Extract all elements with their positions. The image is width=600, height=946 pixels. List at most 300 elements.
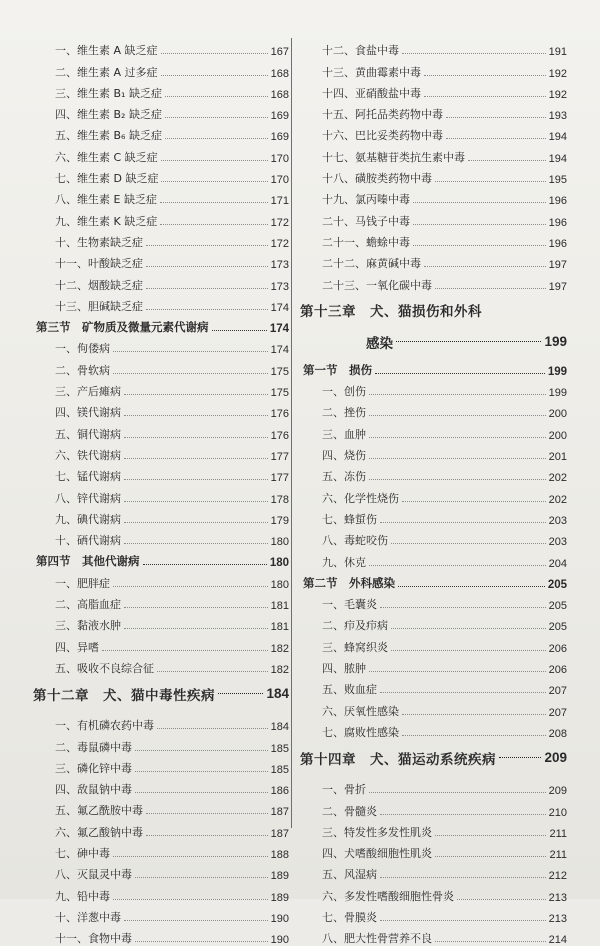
toc-entry-title: 七、维生素 D 缺乏症: [55, 172, 159, 186]
dot-leader: [157, 728, 268, 729]
toc-entry: [33, 378, 289, 399]
dot-leader: [380, 920, 546, 921]
toc-entry: [300, 548, 567, 569]
toc-entry-title: 六、氟乙酸钠中毒: [55, 825, 143, 839]
dot-leader: [369, 415, 546, 416]
toc-entry-title: 第十四章 犬、猫运动系统疾病: [300, 751, 496, 768]
toc-entry-title: 四、维生素 B₂ 缺乏症: [55, 108, 162, 122]
toc-page-number: 168: [270, 67, 289, 80]
toc-entry: [33, 463, 289, 484]
dot-leader: [135, 750, 268, 751]
toc-entry-title: 八、维生素 E 缺乏症: [55, 193, 157, 207]
toc-page-number: 185: [270, 742, 289, 755]
dot-leader: [135, 877, 268, 878]
toc-entry: [300, 797, 567, 818]
dot-leader: [135, 941, 268, 942]
toc-entry-title: 六、铁代谢病: [55, 448, 121, 462]
dot-leader: [102, 650, 268, 651]
dot-leader: [124, 415, 268, 416]
toc-entry-title: 二、维生素 A 过多症: [55, 65, 158, 79]
toc-entry: [300, 719, 567, 740]
toc-page-number: 184: [270, 721, 289, 734]
toc-entry: [300, 101, 567, 122]
toc-page-number: 176: [270, 429, 289, 442]
toc-entry-title: 一、佝偻病: [55, 342, 110, 356]
dot-leader: [413, 202, 546, 203]
dot-leader: [165, 138, 268, 139]
dot-leader: [113, 373, 268, 374]
toc-entry: [33, 655, 289, 676]
toc-page-number: 205: [547, 578, 567, 591]
toc-entry: [300, 904, 567, 925]
toc-page-number: 167: [270, 46, 289, 59]
toc-column-left: [33, 37, 289, 946]
toc-page-number: 172: [270, 237, 289, 250]
toc-entry-title: 一、骨折: [322, 783, 366, 797]
dot-leader: [380, 692, 546, 693]
dot-leader: [391, 628, 546, 629]
toc-page-number: 174: [270, 344, 289, 357]
toc-entry: [33, 271, 289, 292]
dot-leader: [435, 835, 546, 836]
toc-entry: [33, 818, 289, 839]
dot-leader: [124, 437, 268, 438]
dot-leader: [143, 564, 267, 565]
toc-entry-title: 六、化学性烧伤: [322, 491, 399, 505]
toc-entry: [33, 293, 289, 314]
toc-entry: [300, 776, 567, 797]
toc-page-number: 182: [270, 663, 289, 676]
toc-page-number: 173: [270, 259, 289, 272]
toc-entry: [33, 186, 289, 207]
toc-entry-title: 五、冻伤: [322, 470, 366, 484]
toc-page-number: 175: [270, 387, 289, 400]
dot-leader: [380, 814, 546, 815]
dot-leader: [146, 245, 268, 246]
toc-entry-title: 二、高脂血症: [55, 598, 121, 612]
toc-entry-title: 四、敌鼠钠中毒: [55, 783, 132, 797]
toc-entry: [300, 463, 567, 484]
toc-page-number: 210: [548, 806, 567, 819]
toc-entry: [33, 633, 289, 654]
toc-section-heading: [300, 570, 567, 591]
toc-entry: [300, 378, 567, 399]
toc-entry: [33, 904, 289, 925]
toc-entry: [33, 612, 289, 633]
dot-leader: [446, 138, 546, 139]
toc-page-number: 206: [548, 664, 567, 677]
toc-entry: [33, 776, 289, 797]
toc-entry-title: 九、维生素 K 缺乏症: [55, 214, 158, 228]
toc-page-number: 203: [548, 536, 567, 549]
toc-entry-title: 五、铜代谢病: [55, 427, 121, 441]
toc-entry: [300, 80, 567, 101]
dot-leader: [113, 856, 268, 857]
toc-entry-title: 十五、阿托品类药物中毒: [322, 108, 443, 122]
toc-entry-title: 七、锰代谢病: [55, 470, 121, 484]
toc-entry: [33, 442, 289, 463]
toc-page-number: 168: [270, 88, 289, 101]
toc-entry-title: 八、肥大性骨营养不良: [322, 932, 432, 946]
dot-leader: [146, 288, 268, 289]
toc-page-number: 178: [270, 493, 289, 506]
toc-entry: [300, 861, 567, 882]
toc-entry: [33, 527, 289, 548]
toc-chapter-heading: [33, 676, 289, 712]
toc-column-right: [300, 37, 567, 946]
dot-leader: [135, 771, 268, 772]
dot-leader: [424, 266, 546, 267]
dot-leader: [375, 373, 545, 374]
toc-page-number: 195: [548, 174, 567, 187]
toc-page-number: 213: [548, 891, 567, 904]
toc-entry: [300, 840, 567, 861]
toc-entry-title: 三、血肿: [322, 427, 366, 441]
toc-entry-title: 二、挫伤: [322, 406, 366, 420]
toc-entry: [300, 58, 567, 79]
dot-leader: [165, 117, 268, 118]
toc-entry-title: 四、犬嗜酸细胞性肌炎: [322, 847, 432, 861]
toc-entry-title: 第二节 外科感染: [303, 575, 395, 590]
toc-entry: [300, 165, 567, 186]
toc-entry: [300, 882, 567, 903]
toc-entry: [33, 122, 289, 143]
toc-entry: [300, 591, 567, 612]
dot-leader: [165, 96, 268, 97]
toc-entry-title: 九、碘代谢病: [55, 512, 121, 526]
dot-leader: [424, 96, 546, 97]
toc-page-number: 180: [269, 557, 289, 570]
dot-leader: [435, 288, 546, 289]
toc-entry-title: 十一、食物中毒: [55, 932, 132, 946]
toc-entry-title: 五、吸收不良综合征: [55, 661, 154, 675]
dot-leader: [161, 160, 268, 161]
dot-leader: [146, 309, 268, 310]
toc-entry: [33, 37, 289, 58]
toc-page-number: 206: [548, 642, 567, 655]
toc-chapter-heading: [300, 293, 567, 327]
dot-leader: [398, 586, 545, 587]
toc-entry: [33, 925, 289, 946]
toc-entry: [300, 143, 567, 164]
dot-leader: [146, 266, 268, 267]
dot-leader: [369, 565, 546, 566]
dot-leader: [391, 543, 546, 544]
toc-entry: [33, 420, 289, 441]
toc-page-number: 186: [270, 785, 289, 798]
toc-entry: [33, 335, 289, 356]
toc-page-number: 208: [548, 727, 567, 740]
toc-page-number: 181: [270, 621, 289, 634]
toc-section-heading: [33, 548, 289, 569]
dot-leader: [391, 650, 546, 651]
toc-entry: [33, 250, 289, 271]
toc-entry: [300, 442, 567, 463]
toc-page-number: 200: [548, 408, 567, 421]
toc-entry: [33, 861, 289, 882]
toc-entry-title: 五、败血症: [322, 683, 377, 697]
toc-page-number: 176: [270, 408, 289, 421]
toc-entry-title: 三、黏液水肿: [55, 619, 121, 633]
dot-leader: [124, 543, 268, 544]
toc-entry-title: 四、脓肿: [322, 662, 366, 676]
toc-entry-title: 七、骨膜炎: [322, 910, 377, 924]
toc-entry: [300, 186, 567, 207]
toc-entry: [33, 569, 289, 590]
toc-entry-title: 三、蜂窝织炎: [322, 640, 388, 654]
toc-page-number: 193: [548, 110, 567, 123]
toc-entry-title: 七、砷中毒: [55, 846, 110, 860]
toc-entry: [33, 101, 289, 122]
toc-entry-title: 四、烧伤: [322, 449, 366, 463]
toc-entry: [33, 165, 289, 186]
toc-entry: [33, 143, 289, 164]
dot-leader: [124, 394, 268, 395]
toc-page-number: 170: [270, 152, 289, 165]
dot-leader: [369, 792, 546, 793]
toc-page-number: 199: [544, 334, 567, 350]
toc-entry-title: 八、毒蛇咬伤: [322, 534, 388, 548]
toc-entry: [300, 633, 567, 654]
toc-entry-title: 八、灭鼠灵中毒: [55, 868, 132, 882]
toc-page-number: 187: [270, 827, 289, 840]
toc-entry-title: 三、磷化锌中毒: [55, 761, 132, 775]
dot-leader: [499, 757, 541, 758]
toc-entry: [300, 612, 567, 633]
toc-page-number: 211: [549, 849, 567, 862]
toc-page-number: 177: [270, 450, 289, 463]
toc-page-number: 190: [270, 934, 289, 946]
toc-entry: [33, 797, 289, 818]
toc-entry: [300, 229, 567, 250]
dot-leader: [435, 941, 546, 942]
dot-leader: [146, 835, 268, 836]
dot-leader: [380, 877, 546, 878]
toc-page-number: 199: [548, 387, 567, 400]
toc-page-number: 209: [544, 750, 567, 766]
toc-page-number: 199: [547, 365, 567, 378]
toc-entry-title: 五、氟乙酰胺中毒: [55, 804, 143, 818]
toc-entry-title: 二十三、一氧化碳中毒: [322, 278, 432, 292]
toc-entry-title: 十一、叶酸缺乏症: [55, 257, 143, 271]
toc-entry-title: 二、疖及疖病: [322, 619, 388, 633]
toc-page-number: 180: [270, 536, 289, 549]
toc-page-number: 197: [548, 259, 567, 272]
toc-page-number: 203: [548, 514, 567, 527]
toc-page-number: 179: [270, 514, 289, 527]
toc-entry: [300, 925, 567, 946]
toc-page-number: 174: [269, 323, 289, 336]
dot-leader: [157, 671, 268, 672]
toc-entry: [33, 591, 289, 612]
toc-page-number: 180: [270, 578, 289, 591]
toc-section-heading: [33, 314, 289, 335]
toc-page-number: 181: [270, 600, 289, 613]
toc-page-number: 196: [548, 216, 567, 229]
toc-entry: [300, 122, 567, 143]
toc-page-number: 200: [548, 429, 567, 442]
toc-page-number: 174: [270, 301, 289, 314]
toc-entry: [33, 80, 289, 101]
toc-page-number: 205: [548, 621, 567, 634]
toc-entry-title: 第一节 损伤: [303, 362, 372, 377]
dot-leader: [161, 75, 268, 76]
dot-leader: [413, 245, 546, 246]
dot-leader: [113, 351, 268, 352]
toc-page-number: 213: [548, 912, 567, 925]
toc-page-number: 189: [270, 870, 289, 883]
toc-entry: [300, 420, 567, 441]
toc-entry: [33, 484, 289, 505]
toc-page-number: 205: [548, 600, 567, 613]
toc-page-number: 192: [548, 67, 567, 80]
dot-leader: [446, 117, 546, 118]
toc-page-number: 201: [548, 451, 567, 464]
dot-leader: [424, 75, 546, 76]
toc-entry: [300, 484, 567, 505]
toc-entry-title: 十二、烟酸缺乏症: [55, 278, 143, 292]
dot-leader: [161, 53, 268, 54]
dot-leader: [402, 714, 546, 715]
dot-leader: [124, 522, 268, 523]
toc-entry-title: 十七、氨基糖苷类抗生素中毒: [322, 150, 465, 164]
dot-leader: [369, 479, 546, 480]
dot-leader: [135, 792, 268, 793]
toc-page-number: 173: [270, 280, 289, 293]
toc-page-number: 190: [270, 912, 289, 925]
toc-entry: [300, 655, 567, 676]
toc-entry-title: 感染: [366, 335, 393, 352]
toc-entry-title: 二十、马钱子中毒: [322, 214, 410, 228]
dot-leader: [369, 437, 546, 438]
toc-page-number: 182: [270, 642, 289, 655]
dot-leader: [212, 330, 267, 331]
toc-entry-title: 二、骨软病: [55, 363, 110, 377]
toc-entry-title: 六、厌氧性感染: [322, 704, 399, 718]
toc-entry: [300, 506, 567, 527]
dot-leader: [435, 856, 546, 857]
toc-page-number: 202: [548, 493, 567, 506]
toc-page-number: 211: [549, 827, 567, 840]
toc-page-number: 189: [270, 891, 289, 904]
dot-leader: [402, 501, 546, 502]
toc-entry-title: 二、骨髓炎: [322, 804, 377, 818]
toc-entry: [33, 882, 289, 903]
toc-entry: [300, 697, 567, 718]
toc-entry-title: 第四节 其他代谢病: [36, 554, 140, 569]
dot-leader: [396, 341, 541, 342]
toc-entry: [33, 356, 289, 377]
toc-page-number: 204: [548, 557, 567, 570]
toc-page-number: 172: [270, 216, 289, 229]
toc-entry: [300, 527, 567, 548]
dot-leader: [124, 479, 268, 480]
toc-page-number: 207: [548, 685, 567, 698]
toc-entry: [33, 506, 289, 527]
toc-page-number: 187: [270, 806, 289, 819]
toc-entry-title: 十四、亚硝酸盐中毒: [322, 86, 421, 100]
toc-page-number: 177: [270, 472, 289, 485]
toc-entry: [300, 37, 567, 58]
toc-entry-title: 九、休克: [322, 555, 366, 569]
toc-entry-title: 八、锌代谢病: [55, 491, 121, 505]
toc-entry-title: 六、维生素 C 缺乏症: [55, 150, 158, 164]
toc-entry-title: 四、镁代谢病: [55, 406, 121, 420]
dot-leader: [369, 671, 546, 672]
toc-entry-title: 六、多发性嗜酸细胞性骨炎: [322, 889, 454, 903]
toc-page-number: 194: [548, 152, 567, 165]
dot-leader: [402, 735, 546, 736]
toc-page-number: 209: [548, 785, 567, 798]
toc-entry: [300, 271, 567, 292]
toc-page-number: 169: [270, 131, 289, 144]
toc-entry-title: 十八、磺胺类药物中毒: [322, 172, 432, 186]
toc-page-number: 192: [548, 88, 567, 101]
dot-leader: [161, 181, 267, 182]
toc-entry-title: 二十二、麻黄碱中毒: [322, 257, 421, 271]
toc-entry-title: 十三、黄曲霉素中毒: [322, 65, 421, 79]
toc-page-number: 197: [548, 280, 567, 293]
dot-leader: [435, 181, 546, 182]
toc-entry-title: 七、腐败性感染: [322, 725, 399, 739]
toc-page-number: 196: [548, 195, 567, 208]
toc-entry: [300, 819, 567, 840]
toc-entry-title: 十、洋葱中毒: [55, 910, 121, 924]
toc-entry-title: 一、毛囊炎: [322, 598, 377, 612]
toc-entry-title: 十三、胆碱缺乏症: [55, 299, 143, 313]
toc-entry-title: 三、产后瘫病: [55, 385, 121, 399]
toc-entry-title: 一、肥胖症: [55, 576, 110, 590]
toc-entry-title: 五、维生素 B₆ 缺乏症: [55, 129, 162, 143]
toc-page-number: 171: [270, 195, 289, 208]
toc-entry: [33, 207, 289, 228]
toc-page-number: 175: [270, 365, 289, 378]
toc-entry: [33, 712, 289, 733]
toc-entry: [33, 755, 289, 776]
toc-chapter-heading: [300, 327, 567, 357]
toc-entry-title: 第三节 矿物质及微量元素代谢病: [36, 320, 209, 335]
toc-section-heading: [300, 357, 567, 378]
dot-leader: [124, 501, 268, 502]
toc-entry-title: 第十二章 犬、猫中毒性疾病: [33, 687, 215, 704]
toc-entry: [33, 733, 289, 754]
toc-chapter-heading: [300, 740, 567, 776]
toc-entry-title: 二十一、蟾蜍中毒: [322, 235, 410, 249]
toc-entry-title: 一、创伤: [322, 385, 366, 399]
toc-entry: [33, 58, 289, 79]
dot-leader: [369, 394, 546, 395]
toc-entry-title: 第十三章 犬、猫损伤和外科: [300, 303, 482, 320]
toc-entry-title: 五、风湿病: [322, 868, 377, 882]
dot-leader: [218, 693, 263, 694]
toc-page-number: 196: [548, 237, 567, 250]
dot-leader: [113, 586, 268, 587]
toc-entry: [33, 840, 289, 861]
toc-entry-title: 四、异嗜: [55, 640, 99, 654]
toc-entry-title: 一、有机磷农药中毒: [55, 719, 154, 733]
toc-entry-title: 十、硒代谢病: [55, 534, 121, 548]
dot-leader: [160, 224, 267, 225]
toc-entry-title: 二、毒鼠磷中毒: [55, 740, 132, 754]
toc-page-number: 169: [270, 110, 289, 123]
toc-entry-title: 一、维生素 A 缺乏症: [55, 44, 158, 58]
dot-leader: [369, 458, 546, 459]
toc-page-number: 202: [548, 472, 567, 485]
toc-entry: [33, 399, 289, 420]
toc-entry: [33, 229, 289, 250]
toc-entry-title: 七、蜂蜇伤: [322, 512, 377, 526]
toc-entry-title: 三、特发性多发性肌炎: [322, 825, 432, 839]
